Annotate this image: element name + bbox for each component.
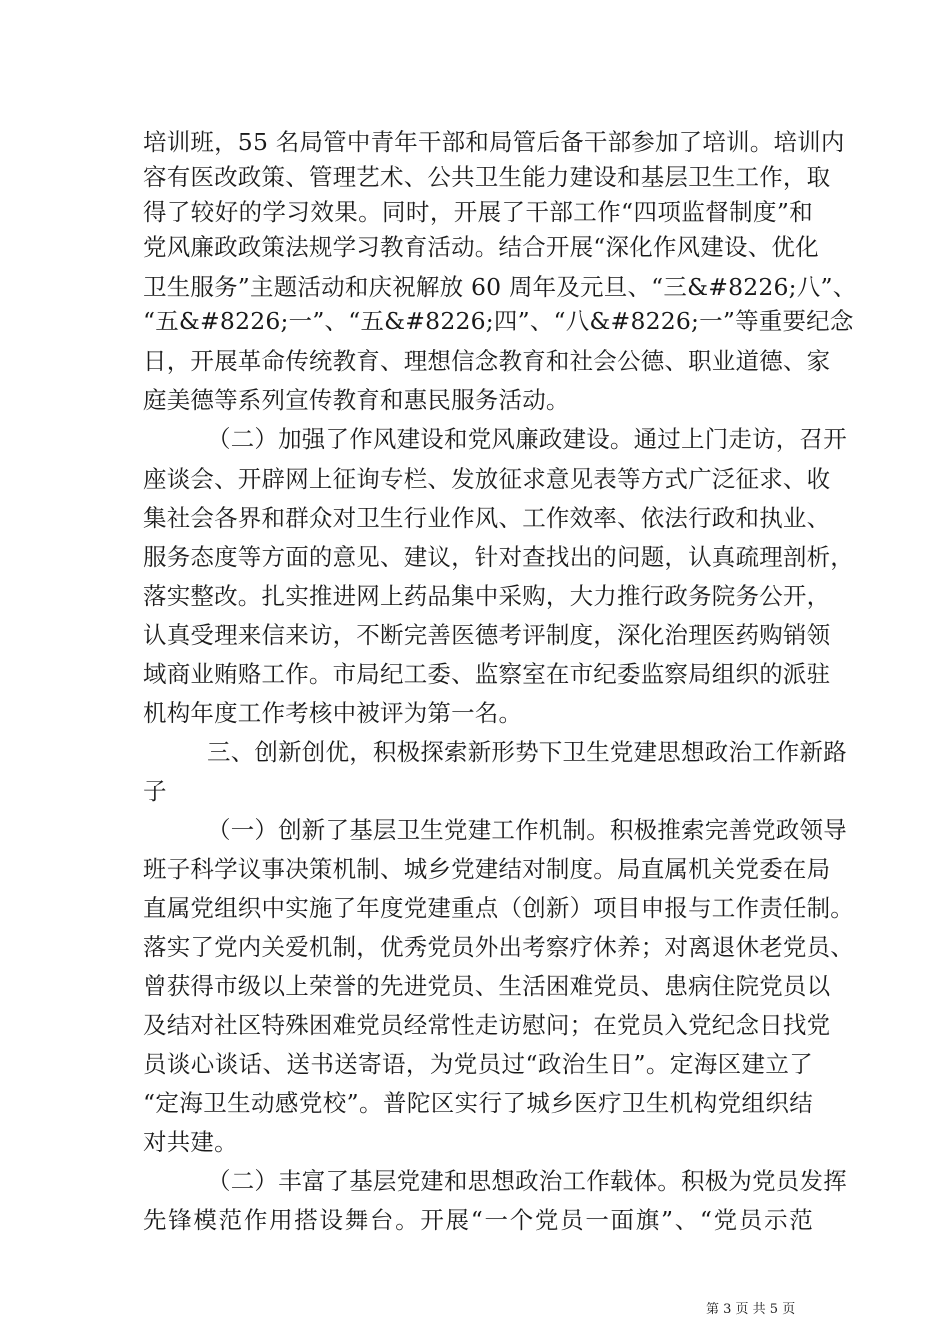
- text-line-16: 机构年度工作考核中被评为第一名。: [143, 699, 523, 727]
- text-line-22: 落实了党内关爱机制，优秀党员外出考察疗休养；对离退休老党员、: [143, 933, 854, 961]
- text-line-1: 培训班，55 名局管中青年干部和局管后备干部参加了培训。培训内: [143, 128, 845, 156]
- text-line-7: 日，开展革命传统教育、理想信念教育和社会公德、职业道德、家: [143, 347, 831, 375]
- text-line-20: 班子科学议事决策机制、城乡党建结对制度。局直属机关党委在局: [143, 855, 831, 883]
- text-line-9: （二）加强了作风建设和党风廉政建设。通过上门走访，召开: [207, 425, 847, 453]
- text-line-3: 得了较好的学习效果。同时，开展了干部工作“四项监督制度”和: [143, 198, 813, 226]
- text-line-25: 员谈心谈话、送书送寄语，为党员过“政治生日”。定海区建立了: [143, 1050, 813, 1078]
- text-line-6: “五&#8226;一”、“五&#8226;四”、“八&#8226;一”等重要纪念: [143, 307, 854, 335]
- text-line-23: 曾获得市级以上荣誉的先进党员、生活困难党员、患病住院党员以: [143, 972, 831, 1000]
- text-line-19: （一）创新了基层卫生党建工作机制。积极推索完善党政领导: [207, 816, 847, 844]
- text-line-27: 对共建。: [143, 1128, 238, 1156]
- text-line-2: 容有医改政策、管理艺术、公共卫生能力建设和基层卫生工作，取: [143, 163, 831, 191]
- text-line-11: 集社会各界和群众对卫生行业作风、工作效率、依法行政和执业、: [143, 504, 831, 532]
- text-line-15: 域商业贿赂工作。市局纪工委、监察室在市纪委监察局组织的派驻: [143, 660, 831, 688]
- text-line-8: 庭美德等系列宣传教育和惠民服务活动。: [143, 386, 570, 414]
- text-line-14: 认真受理来信来访，不断完善医德考评制度，深化治理医药购销领: [143, 621, 831, 649]
- text-line-13: 落实整改。扎实推进网上药品集中采购，大力推行政务院务公开，: [143, 582, 831, 610]
- text-line-24: 及结对社区特殊困难党员经常性走访慰问；在党员入党纪念日找党: [143, 1011, 831, 1039]
- section-heading: 三、创新创优，积极探索新形势下卫生党建思想政治工作新路: [207, 738, 847, 766]
- section-heading-continued: 子: [143, 777, 167, 805]
- text-line-10: 座谈会、开辟网上征询专栏、发放征求意见表等方式广泛征求、收: [143, 465, 831, 493]
- text-line-21: 直属党组织中实施了年度党建重点（创新）项目申报与工作责任制。: [143, 894, 854, 922]
- text-line-26: “定海卫生动感党校”。普陀区实行了城乡医疗卫生机构党组织结: [143, 1089, 813, 1117]
- text-line-5: 卫生服务”主题活动和庆祝解放 60 周年及元旦、“三&#8226;八”、: [143, 273, 857, 301]
- text-line-29: 先锋模范作用搭设舞台。开展“一个党员一面旗”、“党员示范: [143, 1206, 813, 1234]
- text-line-12: 服务态度等方面的意见、建议，针对查找出的问题，认真疏理剖析，: [143, 543, 854, 571]
- text-line-28: （二）丰富了基层党建和思想政治工作载体。积极为党员发挥: [207, 1167, 847, 1195]
- text-line-4: 党风廉政政策法规学习教育活动。结合开展“深化作风建设、优化: [143, 233, 819, 261]
- page-indicator: 第 3 页 共 5 页: [706, 1302, 796, 1317]
